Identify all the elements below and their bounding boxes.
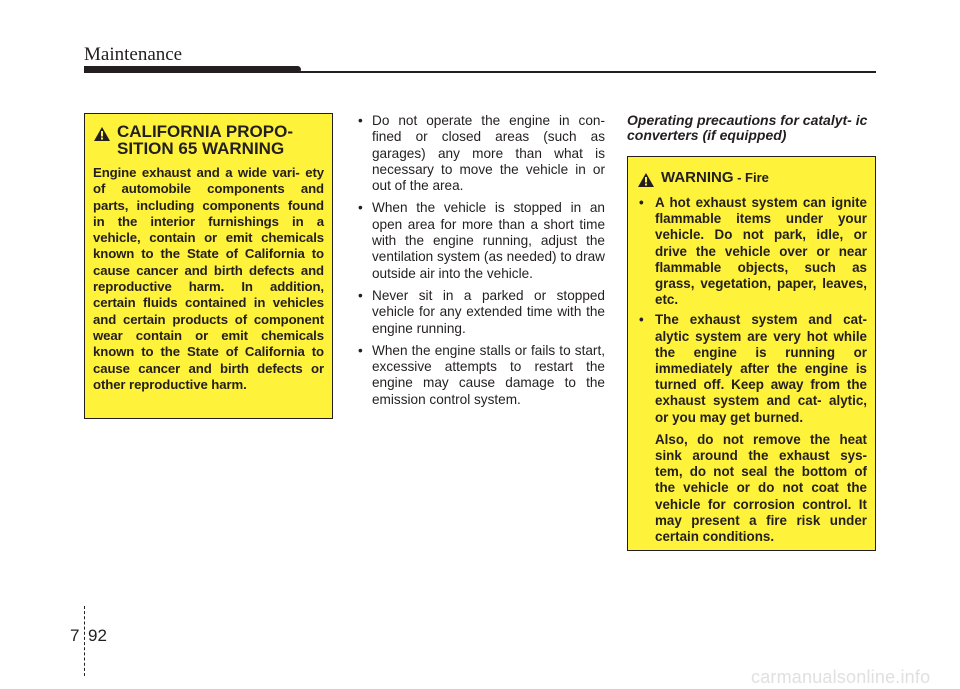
list-item-text: A hot exhaust system can ignite flammable items under your vehicle. Do not park, idle, or drive the vehicle over or near flammable objects, such as grass, vegetation, paper, leaves, etc.	[655, 195, 867, 308]
bullet: •	[639, 312, 644, 328]
california-warning-box	[84, 113, 333, 419]
fire-warning-title-main: WARNING	[661, 169, 734, 186]
list-item	[356, 288, 605, 337]
list-item	[356, 200, 605, 281]
warning-triangle-icon	[637, 172, 655, 188]
list-item-text: When the vehicle is stopped in an open area for more than a short time with the engine running, adjust the ventilation system (as needed) to draw outside air into the vehicle.	[372, 200, 605, 281]
list-item-text: Do not operate the engine in con- fined or closed areas (such as garages) any more than what is necessary to move the vehicle in or out of the area.	[372, 113, 605, 194]
list-item-text: The exhaust system and cat- alytic system are very hot while the engine is running or immediately after the engine is turned off. Keep away from the exhaust system and cat- alytic, or you may get burned.	[655, 312, 867, 425]
fire-warning-title-suffix: - Fire	[733, 170, 769, 185]
bullet: •	[358, 287, 363, 303]
precautions-list	[356, 113, 605, 414]
bullet: •	[358, 113, 363, 128]
bullet: •	[358, 342, 363, 358]
california-warning-body: Engine exhaust and a wide vari- ety of automobile components and parts, including components found in the interior furnishings in a vehicle, contain or emit chemicals known to the State of California to cause cancer and birth defects and reproductive harm. In addition, certain fluids contained in vehicles and certain products of component wear contain or emit chemicals known to the State of California to cause cancer and birth defects or other reproductive harm.	[93, 165, 324, 392]
fire-warning-list	[637, 195, 867, 426]
list-item	[637, 195, 867, 308]
list-item	[637, 312, 867, 425]
list-item	[356, 343, 605, 408]
fire-warning-box	[627, 156, 876, 551]
bullet: •	[639, 195, 644, 210]
watermark: carmanualsonline.info	[751, 667, 931, 687]
fire-warning-header	[637, 169, 867, 188]
fire-warning-title	[661, 169, 769, 187]
list-item	[356, 113, 605, 194]
california-warning-header	[93, 123, 324, 157]
catalytic-section-heading: Operating precautions for catalyt- ic converters (if equipped)	[627, 112, 868, 143]
bullet: •	[358, 200, 363, 216]
page-number: 92	[88, 626, 107, 645]
header-rule	[84, 71, 876, 73]
chapter-number: 7	[70, 626, 80, 645]
footer-divider	[84, 606, 85, 676]
page-section-title: Maintenance	[84, 44, 183, 65]
list-item-text: Never sit in a parked or stopped vehicle for any extended time with the engine running.	[372, 287, 605, 336]
list-item-text: When the engine stalls or fails to start, excessive attempts to restart the engine may cause damage to the emission control system.	[372, 342, 605, 407]
california-warning-title: CALIFORNIA PROPO- SITION 65 WARNING	[117, 122, 293, 158]
warning-triangle-icon	[93, 126, 111, 142]
fire-warning-extra-paragraph: Also, do not remove the heat sink around the exhaust sys- tem, do not seal the bottom of the vehicle or do not coat the vehicle for corrosion control. It may present a fire risk under certain conditions.	[655, 431, 867, 545]
